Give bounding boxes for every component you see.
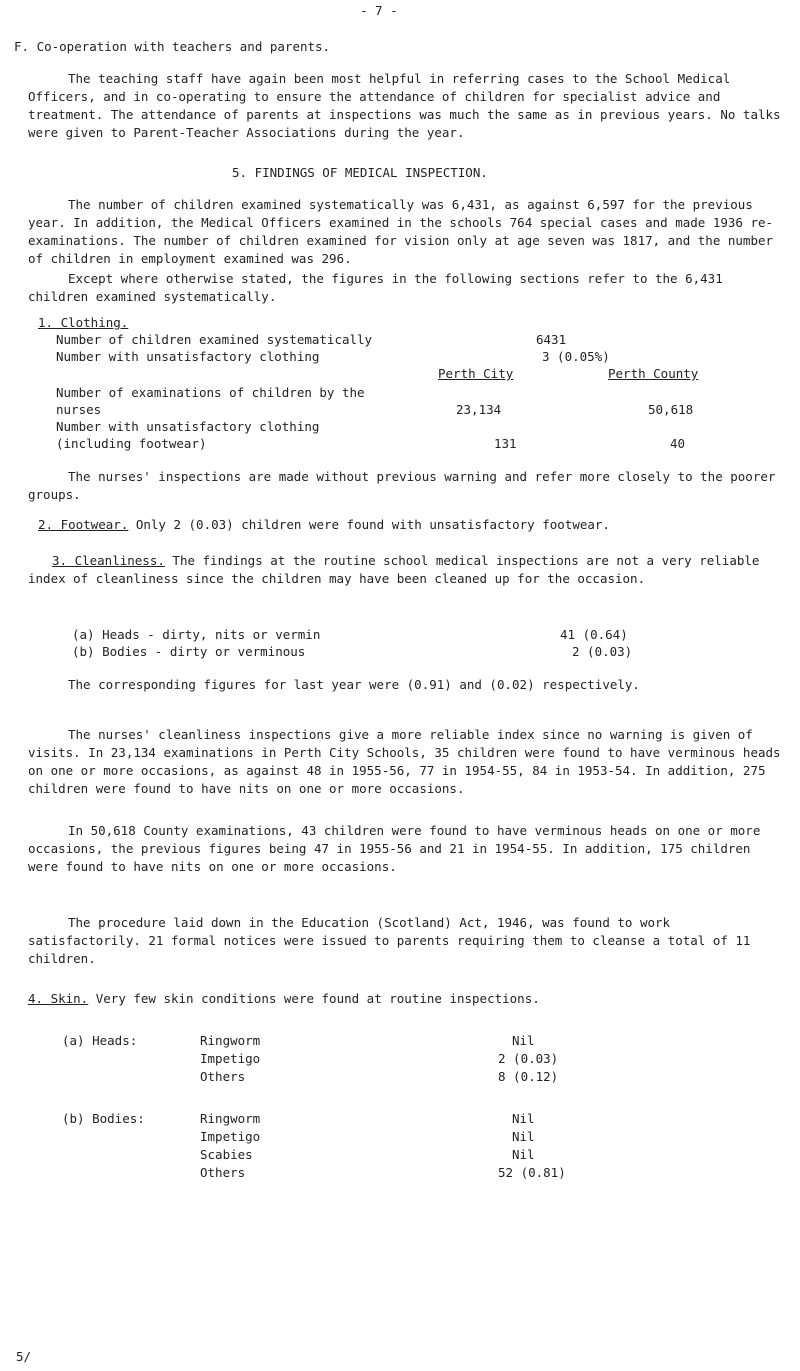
skin-heading: 4. Skin. [28, 991, 89, 1006]
cleanliness-heading: 3. Cleanliness. [52, 553, 165, 568]
footwear-heading: 2. Footwear. [38, 517, 129, 532]
cleanliness-item-b-label: (b) Bodies - dirty or verminous [72, 644, 306, 659]
section-5-heading: 5. FINDINGS OF MEDICAL INSPECTION. [232, 165, 488, 180]
clothing-row3-label-b: nurses [56, 402, 102, 417]
cleanliness-item-a-value: 41 (0.64) [560, 627, 628, 642]
skin-heads-row-1-value: 2 (0.03) [498, 1051, 559, 1066]
skin-heads-label: (a) Heads: [62, 1033, 138, 1048]
skin-bodies-row-2-condition: Scabies [200, 1147, 253, 1162]
cleanliness-procedure-paragraph: The procedure laid down in the Education (Scotland) Act, 1946, was found to work satisfactorily. 21 formal notices were issued to parents requiring them to cleanse a total of 11 children. [28, 915, 751, 966]
clothing-row3-label-a: Number of examinations of children by the [56, 385, 365, 400]
clothing-row1-label: Number of children examined systematically [56, 332, 373, 347]
footwear-text: Only 2 (0.03) children were found with unsatisfactory footwear. [135, 517, 610, 532]
col-perth-county: Perth County [608, 366, 699, 381]
clothing-row4-city: 131 [494, 436, 517, 451]
clothing-row2-value: 3 (0.05%) [542, 349, 610, 364]
col-perth-city: Perth City [438, 366, 514, 381]
skin-bodies-row-1-value: Nil [512, 1129, 535, 1144]
page-continuation-mark: 5/ [16, 1349, 32, 1364]
clothing-row4-county: 40 [670, 436, 686, 451]
cleanliness-county-paragraph: In 50,618 County examinations, 43 children were found to have verminous heads on one or more occasions, the previous figures being 47 in 1955-56 and 21 in 1954-55. In addition, 175 children were found to have nits on one or more occasions. [28, 823, 761, 874]
cleanliness-item-a-label: (a) Heads - dirty, nits or vermin [72, 627, 321, 642]
section-5-paragraph-2: Except where otherwise stated, the figures in the following sections refer to the 6,431 children examined systematically. [28, 271, 723, 304]
cleanliness-intro-block [28, 552, 788, 588]
skin-bodies-row-1-condition: Impetigo [200, 1129, 261, 1144]
clothing-row4-label-a: Number with unsatisfactory clothing [56, 419, 320, 434]
skin-bodies-row-0-value: Nil [512, 1111, 535, 1126]
cleanliness-nurses-paragraph: The nurses' cleanliness inspections give a more reliable index since no warning is given of visits. In 23,134 examinations in Perth City Schools, 35 children were found to have verminous heads on one or more occasions, as against 48 in 1955-56, 77 in 1954-55, 84 in 1953-54. In addition, 275 children were found to have nits on one or more occasions. [28, 727, 781, 796]
section-f-heading-text: F. Co-operation with teachers and parents. [14, 39, 331, 54]
section-5-paragraph-1: The number of children examined systematically was 6,431, as against 6,597 for the previous year. In addition, the Medical Officers examined in the schools 764 special cases and made 1936 re-examinations. The number of children examined for vision only at age seven was 1817, and the number of children in employment examined was 296. [28, 197, 774, 266]
cleanliness-intro: The findings at the routine school medical inspections are not a very reliable index of cleanliness since the children may have been cleaned up for the occasion. [28, 553, 760, 586]
skin-bodies-row-2-value: Nil [512, 1147, 535, 1162]
skin-bodies-row-3-value: 52 (0.81) [498, 1165, 566, 1180]
clothing-note: The nurses' inspections are made without previous warning and refer more closely to the poorer groups. [28, 469, 776, 502]
skin-heads-row-2-value: 8 (0.12) [498, 1069, 559, 1084]
section-f-paragraph: The teaching staff have again been most helpful in referring cases to the School Medical Officers, and in co-operating to ensure the attendance of children for specialist advice and treatment. The attendance of parents at inspections was much the same as in previous years. No talks were given to Parent-Teacher Associations during the year. [28, 71, 781, 140]
section-f-heading [14, 38, 330, 56]
clothing-row1-value: 6431 [536, 332, 567, 347]
skin-bodies-label: (b) Bodies: [62, 1111, 145, 1126]
skin-heads-row-1-condition: Impetigo [200, 1051, 261, 1066]
skin-intro: Very few skin conditions were found at routine inspections. [95, 991, 540, 1006]
clothing-row2-label: Number with unsatisfactory clothing [56, 349, 320, 364]
page-number: - 7 - [360, 3, 398, 18]
skin-heads-row-0-condition: Ringworm [200, 1033, 261, 1048]
skin-heads-row-2-condition: Others [200, 1069, 246, 1084]
clothing-row4-label-b: (including footwear) [56, 436, 207, 451]
clothing-row3-city: 23,134 [456, 402, 502, 417]
cleanliness-item-b-value: 2 (0.03) [572, 644, 633, 659]
cleanliness-last-year: The corresponding figures for last year were (0.91) and (0.02) respectively. [68, 677, 640, 692]
skin-line [28, 990, 540, 1008]
skin-bodies-row-0-condition: Ringworm [200, 1111, 261, 1126]
clothing-heading: 1. Clothing. [38, 315, 129, 330]
clothing-row3-county: 50,618 [648, 402, 694, 417]
skin-bodies-row-3-condition: Others [200, 1165, 246, 1180]
footwear-line [38, 516, 610, 534]
skin-heads-row-0-value: Nil [512, 1033, 535, 1048]
